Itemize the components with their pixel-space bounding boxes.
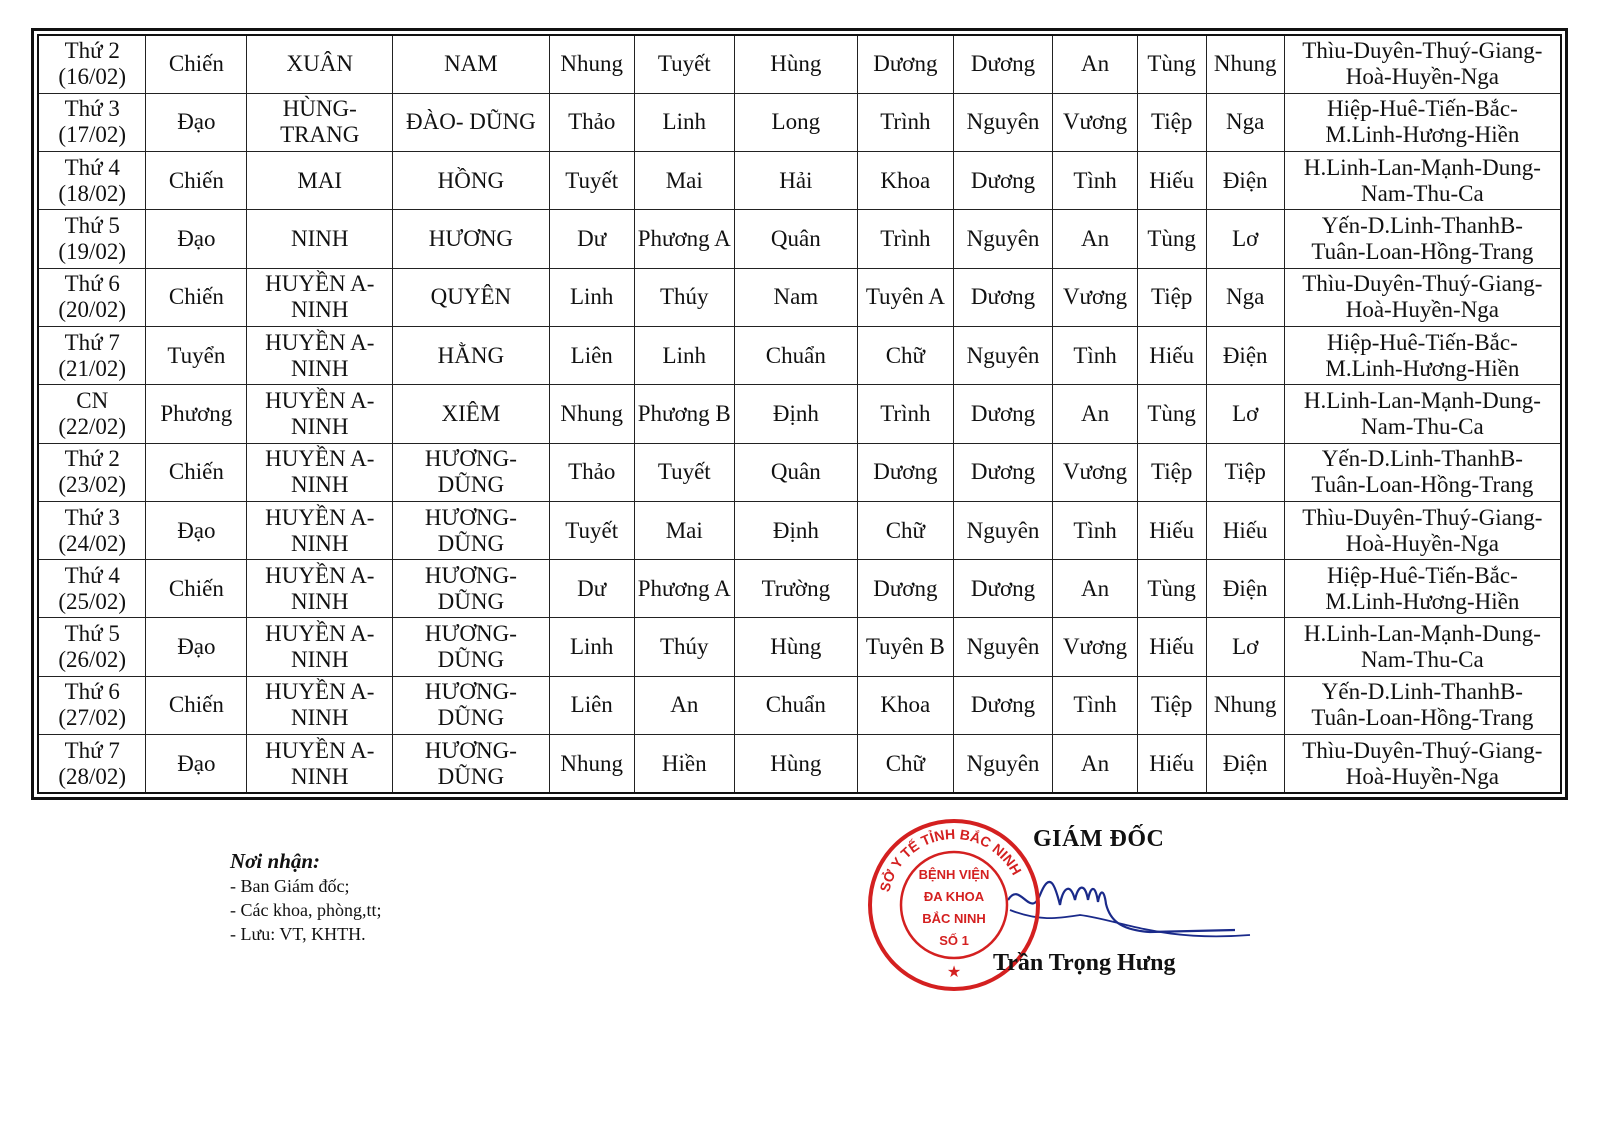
table-cell: An (634, 676, 734, 734)
table-row (38, 268, 1561, 326)
table-cell: XUÂN (247, 35, 393, 93)
table-cell: Tuyết (634, 443, 734, 501)
table-cell: Hiếu (1137, 735, 1206, 793)
table-row (38, 210, 1561, 268)
team-line: Hoà-Huyền-Nga (1345, 530, 1500, 556)
table-cell: Nguyên (953, 618, 1053, 676)
team-line: Yến-D.Linh-ThanhB- (1321, 213, 1523, 239)
date-label: (25/02) (58, 588, 127, 614)
table-cell: QUYÊN (393, 268, 549, 326)
table-cell: Đạo (146, 618, 247, 676)
table-row (38, 676, 1561, 734)
day-cell (38, 93, 146, 151)
team-line: Hiệp-Huê-Tiến-Bắc- (1326, 562, 1518, 588)
table-cell: HÙNG-TRANG (247, 93, 393, 151)
table-cell: HUYỀN A-NINH (247, 618, 393, 676)
table-row (38, 618, 1561, 676)
table-cell: Quân (734, 210, 857, 268)
table-cell: Nguyên (953, 210, 1053, 268)
stamp-ring-text: SỞ Y TẾ TỈNH BẮC NINH (876, 825, 1025, 894)
table-cell: HẰNG (393, 326, 549, 384)
day-cell (38, 443, 146, 501)
table-cell: Dương (858, 443, 954, 501)
table-cell: Nguyên (953, 501, 1053, 559)
table-cell: Dương (953, 560, 1053, 618)
table-cell: ĐÀO- DŨNG (393, 93, 549, 151)
table-cell: Quân (734, 443, 857, 501)
date-label: (23/02) (58, 472, 127, 498)
table-cell: Thảo (549, 93, 634, 151)
day-cell (38, 676, 146, 734)
director-title: GIÁM ĐỐC (1033, 826, 1165, 852)
team-cell (1284, 268, 1561, 326)
day-cell (38, 326, 146, 384)
team-line: M.Linh-Hương-Hiền (1325, 122, 1520, 148)
table-cell: Tiệp (1137, 268, 1206, 326)
table-cell: Nhung (549, 35, 634, 93)
table-row (38, 560, 1561, 618)
table-cell: An (1053, 385, 1137, 443)
team-line: Yến-D.Linh-ThanhB- (1321, 446, 1523, 472)
table-cell: HUYỀN A-NINH (247, 385, 393, 443)
day-label: Thứ 7 (64, 737, 120, 763)
table-cell: Hiền (634, 735, 734, 793)
table-cell: An (1053, 35, 1137, 93)
table-cell: HƯƠNG-DŨNG (393, 501, 549, 559)
table-cell: Tuyết (634, 35, 734, 93)
table-cell: HUYỀN A-NINH (247, 268, 393, 326)
table-cell: Nhung (1206, 35, 1284, 93)
team-cell (1284, 326, 1561, 384)
table-cell: Nam (734, 268, 857, 326)
day-label: Thứ 5 (64, 621, 120, 647)
table-cell: Vương (1053, 618, 1137, 676)
table-cell: Linh (634, 326, 734, 384)
table-cell: Trình (858, 210, 954, 268)
team-cell (1284, 210, 1561, 268)
team-cell (1284, 560, 1561, 618)
table-cell: HUYỀN A-NINH (247, 443, 393, 501)
table-cell: Dương (953, 35, 1053, 93)
team-line: H.Linh-Lan-Mạnh-Dung- (1303, 387, 1541, 413)
table-row (38, 501, 1561, 559)
date-label: (22/02) (58, 413, 127, 439)
table-cell: Phương B (634, 385, 734, 443)
team-line: H.Linh-Lan-Mạnh-Dung- (1303, 154, 1541, 180)
table-cell: Điện (1206, 326, 1284, 384)
schedule-body (38, 35, 1561, 793)
day-cell (38, 501, 146, 559)
table-cell: Dương (953, 676, 1053, 734)
table-cell: An (1053, 560, 1137, 618)
date-label: (28/02) (58, 763, 127, 789)
table-row (38, 385, 1561, 443)
table-cell: Tình (1053, 676, 1137, 734)
table-cell: Vương (1053, 93, 1137, 151)
table-cell: Dương (953, 443, 1053, 501)
duty-schedule-frame (31, 28, 1568, 800)
recipient-item: - Các khoa, phòng,tt; (230, 900, 382, 920)
table-cell: Thúy (634, 268, 734, 326)
team-cell (1284, 735, 1561, 793)
team-line: Hoà-Huyền-Nga (1345, 297, 1500, 323)
team-line: H.Linh-Lan-Mạnh-Dung- (1303, 621, 1541, 647)
table-cell: Chuẩn (734, 676, 857, 734)
day-cell (38, 560, 146, 618)
day-cell (38, 210, 146, 268)
table-cell: HUYỀN A-NINH (247, 560, 393, 618)
date-label: (27/02) (58, 705, 127, 731)
day-label: Thứ 2 (64, 38, 120, 64)
table-cell: Nguyên (953, 326, 1053, 384)
table-cell: An (1053, 210, 1137, 268)
stamp-line-1: BỆNH VIỆN (918, 867, 990, 882)
table-cell: Dương (953, 152, 1053, 210)
table-row (38, 93, 1561, 151)
table-cell: Liên (549, 326, 634, 384)
date-label: (26/02) (58, 647, 127, 673)
table-cell: Hùng (734, 618, 857, 676)
table-cell: HƯƠNG (393, 210, 549, 268)
date-label: (19/02) (58, 239, 127, 265)
table-cell: Đạo (146, 210, 247, 268)
date-label: (21/02) (58, 355, 127, 381)
date-label: (20/02) (58, 297, 127, 323)
table-cell: Hải (734, 152, 857, 210)
table-cell: Chiến (146, 443, 247, 501)
team-cell (1284, 35, 1561, 93)
table-cell: Định (734, 501, 857, 559)
stamp-line-3: BẮC NINH (922, 911, 986, 926)
table-cell: Nga (1206, 93, 1284, 151)
table-cell: HƯƠNG-DŨNG (393, 735, 549, 793)
table-cell: Nguyên (953, 735, 1053, 793)
team-cell (1284, 152, 1561, 210)
table-cell: Thúy (634, 618, 734, 676)
table-cell: HƯƠNG-DŨNG (393, 443, 549, 501)
day-label: Thứ 6 (64, 271, 120, 297)
table-cell: Dương (953, 385, 1053, 443)
table-cell: Chuẩn (734, 326, 857, 384)
table-cell: HUYỀN A-NINH (247, 326, 393, 384)
day-label: CN (76, 387, 109, 413)
table-cell: Lơ (1206, 385, 1284, 443)
table-cell: Tuyết (549, 152, 634, 210)
date-label: (17/02) (58, 122, 127, 148)
table-cell: Vương (1053, 268, 1137, 326)
table-cell: Lơ (1206, 618, 1284, 676)
table-cell: Mai (634, 501, 734, 559)
table-cell: Chữ (858, 326, 954, 384)
star-icon: ★ (946, 964, 962, 981)
table-row (38, 443, 1561, 501)
table-cell: Tình (1053, 152, 1137, 210)
table-cell: Hiếu (1137, 152, 1206, 210)
table-cell: Dương (953, 268, 1053, 326)
table-cell: Tình (1053, 501, 1137, 559)
team-line: Nam-Thu-Ca (1361, 647, 1484, 673)
team-line: Hiệp-Huê-Tiến-Bắc- (1326, 96, 1518, 122)
table-cell: Chiến (146, 560, 247, 618)
table-cell: Tùng (1137, 385, 1206, 443)
table-cell: Khoa (858, 152, 954, 210)
table-cell: Phương A (634, 560, 734, 618)
team-cell (1284, 385, 1561, 443)
table-cell: Mai (634, 152, 734, 210)
team-cell (1284, 501, 1561, 559)
table-cell: Chiến (146, 35, 247, 93)
team-line: Thìu-Duyên-Thuý-Giang- (1302, 504, 1543, 530)
table-cell: Nhung (549, 735, 634, 793)
table-cell: Dương (858, 35, 954, 93)
team-line: M.Linh-Hương-Hiền (1325, 588, 1520, 614)
duty-schedule-table (37, 34, 1562, 794)
team-line: Thìu-Duyên-Thuý-Giang- (1302, 38, 1543, 64)
table-cell: Tuyên A (858, 268, 954, 326)
table-cell: MAI (247, 152, 393, 210)
recipient-item: - Lưu: VT, KHTH. (230, 924, 366, 944)
day-cell (38, 618, 146, 676)
table-cell: Tình (1053, 326, 1137, 384)
table-cell: Nhung (1206, 676, 1284, 734)
table-cell: Linh (634, 93, 734, 151)
table-cell: Long (734, 93, 857, 151)
table-cell: Đạo (146, 735, 247, 793)
table-cell: Đạo (146, 501, 247, 559)
table-cell: Dư (549, 560, 634, 618)
table-cell: Định (734, 385, 857, 443)
stamp-line-2: ĐA KHOA (923, 889, 985, 904)
table-cell: NAM (393, 35, 549, 93)
table-cell: Tùng (1137, 35, 1206, 93)
recipients-block (230, 848, 381, 946)
day-label: Thứ 4 (64, 154, 120, 180)
table-cell: Trình (858, 385, 954, 443)
table-cell: Tuyết (549, 501, 634, 559)
table-cell: Dương (858, 560, 954, 618)
table-cell: Hùng (734, 735, 857, 793)
table-cell: Hiếu (1137, 618, 1206, 676)
table-row (38, 35, 1561, 93)
table-cell: Tùng (1137, 560, 1206, 618)
table-row (38, 152, 1561, 210)
table-cell: Liên (549, 676, 634, 734)
table-cell: Hiếu (1137, 326, 1206, 384)
day-cell (38, 35, 146, 93)
day-label: Thứ 6 (64, 679, 120, 705)
table-cell: Tiệp (1137, 676, 1206, 734)
team-line: M.Linh-Hương-Hiền (1325, 355, 1520, 381)
table-cell: Nguyên (953, 93, 1053, 151)
team-line: Hoà-Huyền-Nga (1345, 64, 1500, 90)
table-cell: Chiến (146, 268, 247, 326)
table-cell: Chiến (146, 676, 247, 734)
stamp-line-4: SỐ 1 (939, 933, 969, 948)
table-cell: Tùng (1137, 210, 1206, 268)
table-cell: Lơ (1206, 210, 1284, 268)
table-cell: HƯƠNG-DŨNG (393, 676, 549, 734)
team-line: Nam-Thu-Ca (1361, 413, 1484, 439)
team-line: Hoà-Huyền-Nga (1345, 763, 1500, 789)
date-label: (24/02) (58, 530, 127, 556)
table-cell: Trình (858, 93, 954, 151)
team-line: Thìu-Duyên-Thuý-Giang- (1302, 271, 1543, 297)
team-cell (1284, 676, 1561, 734)
day-cell (38, 385, 146, 443)
team-cell (1284, 618, 1561, 676)
table-cell: HƯƠNG-DŨNG (393, 618, 549, 676)
director-signature (1000, 860, 1290, 960)
table-cell: Chữ (858, 735, 954, 793)
team-line: Yến-D.Linh-ThanhB- (1321, 679, 1523, 705)
table-cell: HƯƠNG-DŨNG (393, 560, 549, 618)
table-cell: Chiến (146, 152, 247, 210)
table-cell: NINH (247, 210, 393, 268)
table-cell: Tiệp (1137, 443, 1206, 501)
table-cell: HUYỀN A-NINH (247, 501, 393, 559)
day-cell (38, 268, 146, 326)
table-row (38, 735, 1561, 793)
table-cell: Dư (549, 210, 634, 268)
day-label: Thứ 3 (64, 96, 120, 122)
table-cell: Thảo (549, 443, 634, 501)
table-cell: An (1053, 735, 1137, 793)
table-cell: Phương A (634, 210, 734, 268)
table-cell: Vương (1053, 443, 1137, 501)
team-line: Hiệp-Huê-Tiến-Bắc- (1326, 329, 1518, 355)
table-cell: Hiếu (1137, 501, 1206, 559)
table-cell: Phương (146, 385, 247, 443)
recipients-heading: Nơi nhận: (230, 849, 321, 873)
day-label: Thứ 3 (64, 504, 120, 530)
day-label: Thứ 4 (64, 562, 120, 588)
table-row (38, 326, 1561, 384)
team-line: Tuân-Loan-Hồng-Trang (1311, 705, 1534, 731)
day-label: Thứ 5 (64, 213, 120, 239)
team-line: Tuân-Loan-Hồng-Trang (1311, 239, 1534, 265)
table-cell: Nga (1206, 268, 1284, 326)
table-cell: Đạo (146, 93, 247, 151)
table-cell: Tuyên B (858, 618, 954, 676)
team-line: Tuân-Loan-Hồng-Trang (1311, 472, 1534, 498)
team-cell (1284, 443, 1561, 501)
table-cell: XIÊM (393, 385, 549, 443)
table-cell: Trường (734, 560, 857, 618)
table-cell: HỒNG (393, 152, 549, 210)
date-label: (16/02) (58, 64, 127, 90)
table-cell: Tuyển (146, 326, 247, 384)
team-line: Thìu-Duyên-Thuý-Giang- (1302, 737, 1543, 763)
day-cell (38, 735, 146, 793)
day-label: Thứ 2 (64, 446, 120, 472)
table-cell: Linh (549, 268, 634, 326)
table-cell: HUYỀN A-NINH (247, 735, 393, 793)
table-cell: Tiệp (1206, 443, 1284, 501)
director-name: Trần Trọng Hưng (993, 950, 1176, 976)
table-cell: Tiệp (1137, 93, 1206, 151)
table-cell: Điện (1206, 560, 1284, 618)
team-line: Nam-Thu-Ca (1361, 180, 1484, 206)
table-cell: Chữ (858, 501, 954, 559)
table-cell: Điện (1206, 735, 1284, 793)
recipient-item: - Ban Giám đốc; (230, 876, 350, 896)
table-cell: Linh (549, 618, 634, 676)
table-cell: Hùng (734, 35, 857, 93)
day-cell (38, 152, 146, 210)
table-cell: HUYỀN A-NINH (247, 676, 393, 734)
table-cell: Khoa (858, 676, 954, 734)
date-label: (18/02) (58, 180, 127, 206)
team-cell (1284, 93, 1561, 151)
table-cell: Hiếu (1206, 501, 1284, 559)
table-cell: Nhung (549, 385, 634, 443)
day-label: Thứ 7 (64, 329, 120, 355)
table-cell: Điện (1206, 152, 1284, 210)
